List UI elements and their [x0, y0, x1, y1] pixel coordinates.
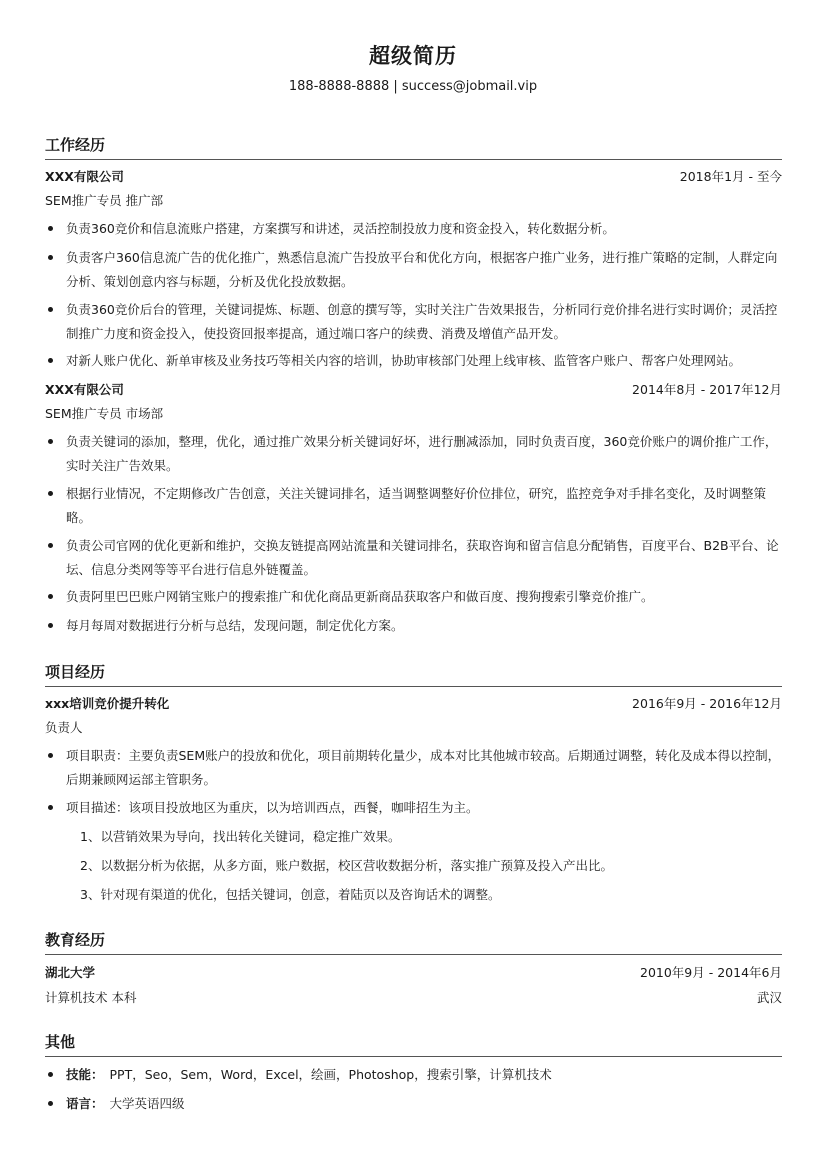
- project-role-text: 负责人: [45, 720, 83, 735]
- school-name: 湖北大学: [45, 965, 96, 980]
- bullet-icon: [48, 1101, 53, 1106]
- skills-label: 技能：: [66, 1067, 104, 1082]
- bullet-text: 负责360竞价和信息流账户搭建，方案撰写和讲述，灵活控制投放力度和资金投入，转化数据分析。: [66, 221, 615, 236]
- contact-line: 188-8888-8888 | success@jobmail.vip: [288, 79, 538, 94]
- skills-value: PPT，Seo，Sem，Word，Excel，绘画，Photoshop，搜索引擎，计算机技术: [109, 1067, 552, 1082]
- bullet-icon: [48, 439, 53, 444]
- bullet-icon: [48, 594, 53, 599]
- company-name: XXX有限公司: [45, 382, 124, 397]
- section-heading-work: 工作经历: [45, 134, 782, 160]
- bullet-icon: [48, 753, 53, 758]
- education-date: 2010年9月 - 2014年6月: [640, 965, 782, 980]
- list-item: [45, 614, 782, 638]
- bullet-text: 项目描述：该项目投放地区为重庆，以为培训西点，西餐，咖啡招生为主。: [66, 800, 479, 815]
- list-item: [45, 744, 782, 792]
- skills-line: [66, 1063, 782, 1087]
- job-role: [45, 405, 782, 423]
- bullet-icon: [48, 1072, 53, 1077]
- education-header: [45, 964, 782, 982]
- city: 武汉: [756, 990, 782, 1005]
- project-sub-item: 2、以数据分析为依据，从多方面，账户数据，校区营收数据分析，落实推广预算及投入产出比。: [80, 858, 613, 873]
- job-header: [45, 381, 782, 399]
- bullet-icon: [48, 307, 53, 312]
- bullet-text: 负责360竞价后台的管理，关键词提炼、标题、创意的撰写等，实时关注广告效果报告，分析同行竞价排名进行实时调价；灵活控制推广力度和资金投入，使投资回报率提高，通过端口客户的续费、消费及增值产品开发。: [66, 302, 778, 341]
- bullet-icon: [48, 358, 53, 363]
- language-label: 语言：: [66, 1096, 104, 1111]
- list-item: [45, 349, 782, 373]
- list-item: [45, 246, 782, 294]
- education-detail: [45, 989, 782, 1007]
- project-header: [45, 695, 782, 713]
- bullet-text: 每月每周对数据进行分析与总结，发现问题，制定优化方案。: [66, 618, 404, 633]
- bullet-text: 负责客户360信息流广告的优化推广，熟悉信息流广告投放平台和优化方向，根据客户推广业务，进行推广策略的定制，人群定向分析、策划创意内容与标题，分析及优化投放数据。: [66, 250, 778, 289]
- project-sub-item: 1、以营销效果为导向，找出转化关键词，稳定推广效果。: [80, 829, 401, 844]
- bullet-icon: [48, 255, 53, 260]
- job-header: [45, 168, 782, 186]
- job-role-text: SEM推广专员 推广部: [45, 193, 164, 208]
- list-item: [45, 585, 782, 609]
- section-heading-project: 项目经历: [45, 661, 782, 687]
- bullet-text: 负责关键词的添加，整理，优化，通过推广效果分析关键词好坏，进行删减添加，同时负责百度，360竞价账户的调价推广工作，实时关注广告效果。: [66, 434, 778, 473]
- section-heading-education: 教育经历: [45, 929, 782, 955]
- bullet-text: 对新人账户优化、新单审核及业务技巧等相关内容的培训，协助审核部门处理上线审核、监管客户账户、帮客户处理网站。: [66, 353, 742, 368]
- list-item: [45, 534, 782, 582]
- resume-name: 超级简历: [369, 44, 457, 68]
- list-item: [45, 482, 782, 530]
- bullet-text: 项目职责：主要负责SEM账户的投放和优化，项目前期转化量少，成本对比其他城市较高。后期通过调整，转化及成本得以控制，后期兼顾网运部主管职务。: [66, 748, 781, 787]
- project-date: 2016年9月 - 2016年12月: [632, 696, 782, 711]
- job-date: 2018年1月 - 至今: [679, 169, 782, 184]
- job-role-text: SEM推广专员 市场部: [45, 406, 164, 421]
- job-date: 2014年8月 - 2017年12月: [632, 382, 782, 397]
- language-line: [66, 1092, 782, 1116]
- section-heading-other: 其他: [45, 1031, 782, 1057]
- bullet-text: 负责阿里巴巴账户网销宝账户的搜索推广和优化商品更新商品获取客户和做百度、搜狗搜索引擎竞价推广。: [66, 589, 654, 604]
- list-item: [45, 796, 782, 820]
- bullet-icon: [48, 491, 53, 496]
- language-value: 大学英语四级: [109, 1096, 185, 1111]
- bullet-text: 负责公司官网的优化更新和维护，交换友链提高网站流量和关键词排名，获取咨询和留言信息分配销售，百度平台、B2B平台、论坛、信息分类网等等平台进行信息外链覆盖。: [66, 538, 779, 577]
- company-name: XXX有限公司: [45, 169, 124, 184]
- list-item-skills: [45, 1063, 782, 1087]
- bullet-icon: [48, 226, 53, 231]
- project-role: [45, 719, 782, 737]
- list-item: [45, 430, 782, 478]
- major: 计算机技术 本科: [45, 990, 137, 1005]
- list-item: [45, 298, 782, 346]
- bullet-icon: [48, 543, 53, 548]
- list-item-language: [45, 1092, 782, 1116]
- bullet-icon: [48, 623, 53, 628]
- project-sub-item: 3、针对现有渠道的优化，包括关键词，创意，着陆页以及咨询话术的调整。: [80, 887, 501, 902]
- project-name: xxx培训竞价提升转化: [45, 696, 170, 711]
- job-role: [45, 192, 782, 210]
- bullet-icon: [48, 805, 53, 810]
- list-item: [45, 217, 782, 241]
- bullet-text: 根据行业情况，不定期修改广告创意，关注关键词排名，适当调整调整好价位排位，研究，监控竞争对手排名变化，及时调整策略。: [66, 486, 767, 525]
